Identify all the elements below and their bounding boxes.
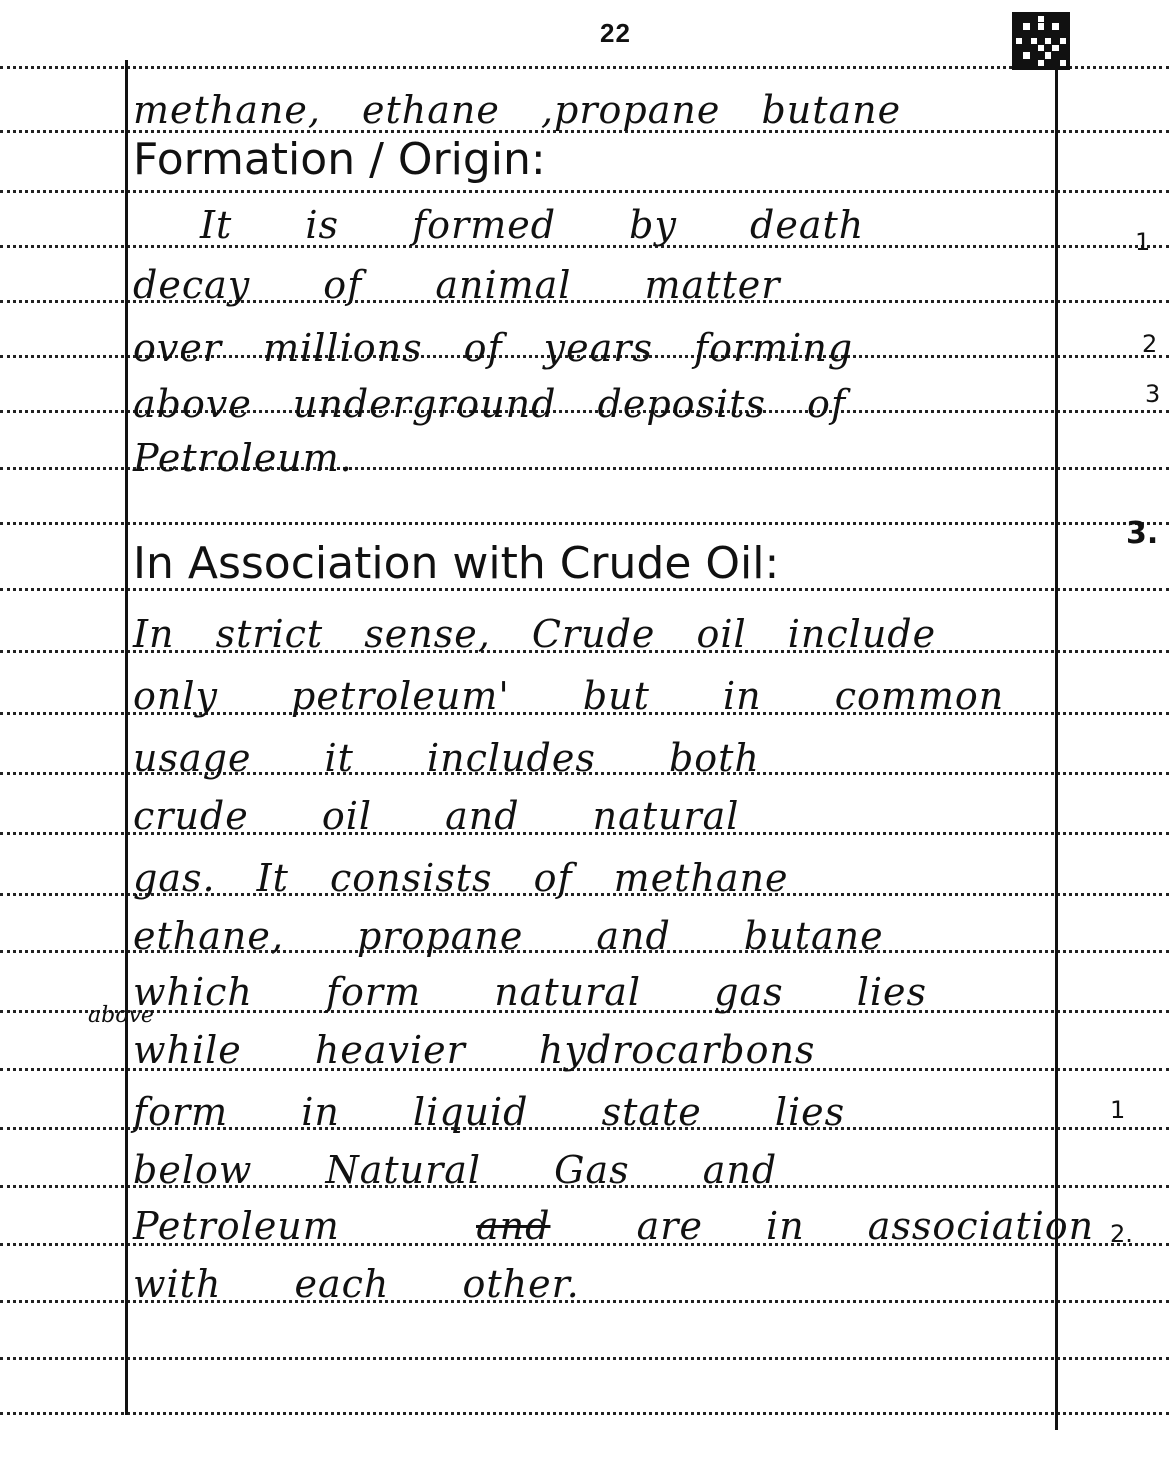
- words-are-in-association: are in association: [636, 1204, 1095, 1248]
- handwritten-line-8: only petroleum' but in common: [133, 674, 1005, 718]
- qr-module: [1052, 31, 1058, 37]
- margin-number-2b: 2.: [1110, 1220, 1133, 1248]
- qr-module: [1023, 38, 1029, 44]
- qr-module: [1045, 16, 1051, 22]
- qr-module: [1060, 31, 1066, 37]
- qr-module: [1023, 31, 1029, 37]
- margin-number-1: 1: [1135, 228, 1151, 256]
- qr-module: [1045, 31, 1051, 37]
- qr-module: [1052, 52, 1058, 58]
- ruled-line: [0, 66, 1169, 69]
- qr-module: [1016, 31, 1022, 37]
- handwritten-line-1: methane, ethane ,propane butane: [133, 88, 902, 132]
- handwritten-line-15: form in liquid state lies: [133, 1090, 846, 1134]
- margin-note-above: above: [88, 1003, 154, 1028]
- qr-module: [1016, 52, 1022, 58]
- section-heading-formation: Formation / Origin:: [133, 134, 546, 185]
- ruled-line: [0, 1412, 1169, 1415]
- qr-module: [1016, 38, 1022, 44]
- qr-module: [1052, 16, 1058, 22]
- qr-module: [1023, 60, 1029, 66]
- handwritten-line-4: over millions of years forming: [133, 326, 854, 370]
- qr-module: [1038, 45, 1044, 51]
- handwritten-line-11: gas. It consists of methane: [133, 856, 789, 900]
- handwritten-line-16: below Natural Gas and: [133, 1148, 778, 1192]
- qr-module: [1038, 60, 1044, 66]
- qr-module: [1031, 45, 1037, 51]
- qr-module: [1031, 60, 1037, 66]
- qr-module: [1060, 23, 1066, 29]
- qr-module: [1052, 38, 1058, 44]
- qr-module: [1060, 60, 1066, 66]
- qr-module: [1038, 16, 1044, 22]
- margin-number-1b: 1: [1110, 1096, 1126, 1124]
- qr-module: [1038, 38, 1044, 44]
- section-heading-association: In Association with Crude Oil:: [133, 538, 780, 589]
- qr-module: [1016, 45, 1022, 51]
- qr-module: [1016, 16, 1022, 22]
- handwritten-line-17: [133, 1204, 1094, 1248]
- qr-module: [1045, 45, 1051, 51]
- left-margin-line: [125, 60, 128, 1415]
- handwritten-line-9: usage it includes both: [133, 736, 760, 780]
- struck-word-and: and: [476, 1204, 551, 1248]
- page-number: 22: [600, 18, 631, 48]
- qr-module: [1023, 52, 1029, 58]
- margin-number-3: 3: [1145, 380, 1161, 408]
- qr-module: [1038, 31, 1044, 37]
- qr-module: [1045, 60, 1051, 66]
- qr-code-icon: [1012, 12, 1070, 70]
- qr-module: [1023, 23, 1029, 29]
- qr-module: [1045, 52, 1051, 58]
- handwritten-line-13: which form natural gas lies: [133, 970, 927, 1014]
- handwritten-line-18: with each other.: [133, 1262, 580, 1306]
- qr-module: [1023, 16, 1029, 22]
- qr-module: [1031, 52, 1037, 58]
- qr-module: [1052, 23, 1058, 29]
- qr-module: [1045, 38, 1051, 44]
- qr-module: [1016, 60, 1022, 66]
- qr-module: [1052, 45, 1058, 51]
- qr-module: [1060, 16, 1066, 22]
- handwritten-line-7: In strict sense, Crude oil include: [133, 612, 937, 656]
- handwritten-line-12: ethane, propane and butane: [133, 914, 884, 958]
- qr-module: [1023, 45, 1029, 51]
- margin-number-2: 2: [1142, 330, 1158, 358]
- qr-module: [1045, 23, 1051, 29]
- qr-module: [1060, 38, 1066, 44]
- margin-number-3-dot: 3.: [1126, 516, 1159, 551]
- handwritten-line-14: while heavier hydrocarbons: [133, 1028, 816, 1072]
- word-petroleum: Petroleum: [133, 1204, 340, 1248]
- ruled-line: [0, 522, 1169, 525]
- ruled-line: [0, 1357, 1169, 1360]
- qr-module: [1060, 45, 1066, 51]
- qr-module: [1031, 38, 1037, 44]
- qr-module: [1038, 52, 1044, 58]
- qr-module: [1038, 23, 1044, 29]
- handwritten-line-5: above underground deposits of: [133, 382, 847, 426]
- handwritten-line-6: Petroleum.: [133, 436, 353, 480]
- handwritten-line-2: It is formed by death: [200, 203, 865, 247]
- qr-module: [1016, 23, 1022, 29]
- qr-module: [1052, 60, 1058, 66]
- handwritten-line-3: decay of animal matter: [133, 263, 781, 307]
- qr-module: [1060, 52, 1066, 58]
- handwritten-line-10: crude oil and natural: [133, 794, 740, 838]
- qr-module: [1031, 23, 1037, 29]
- ruled-line: [0, 190, 1169, 193]
- qr-module: [1031, 31, 1037, 37]
- qr-module: [1031, 16, 1037, 22]
